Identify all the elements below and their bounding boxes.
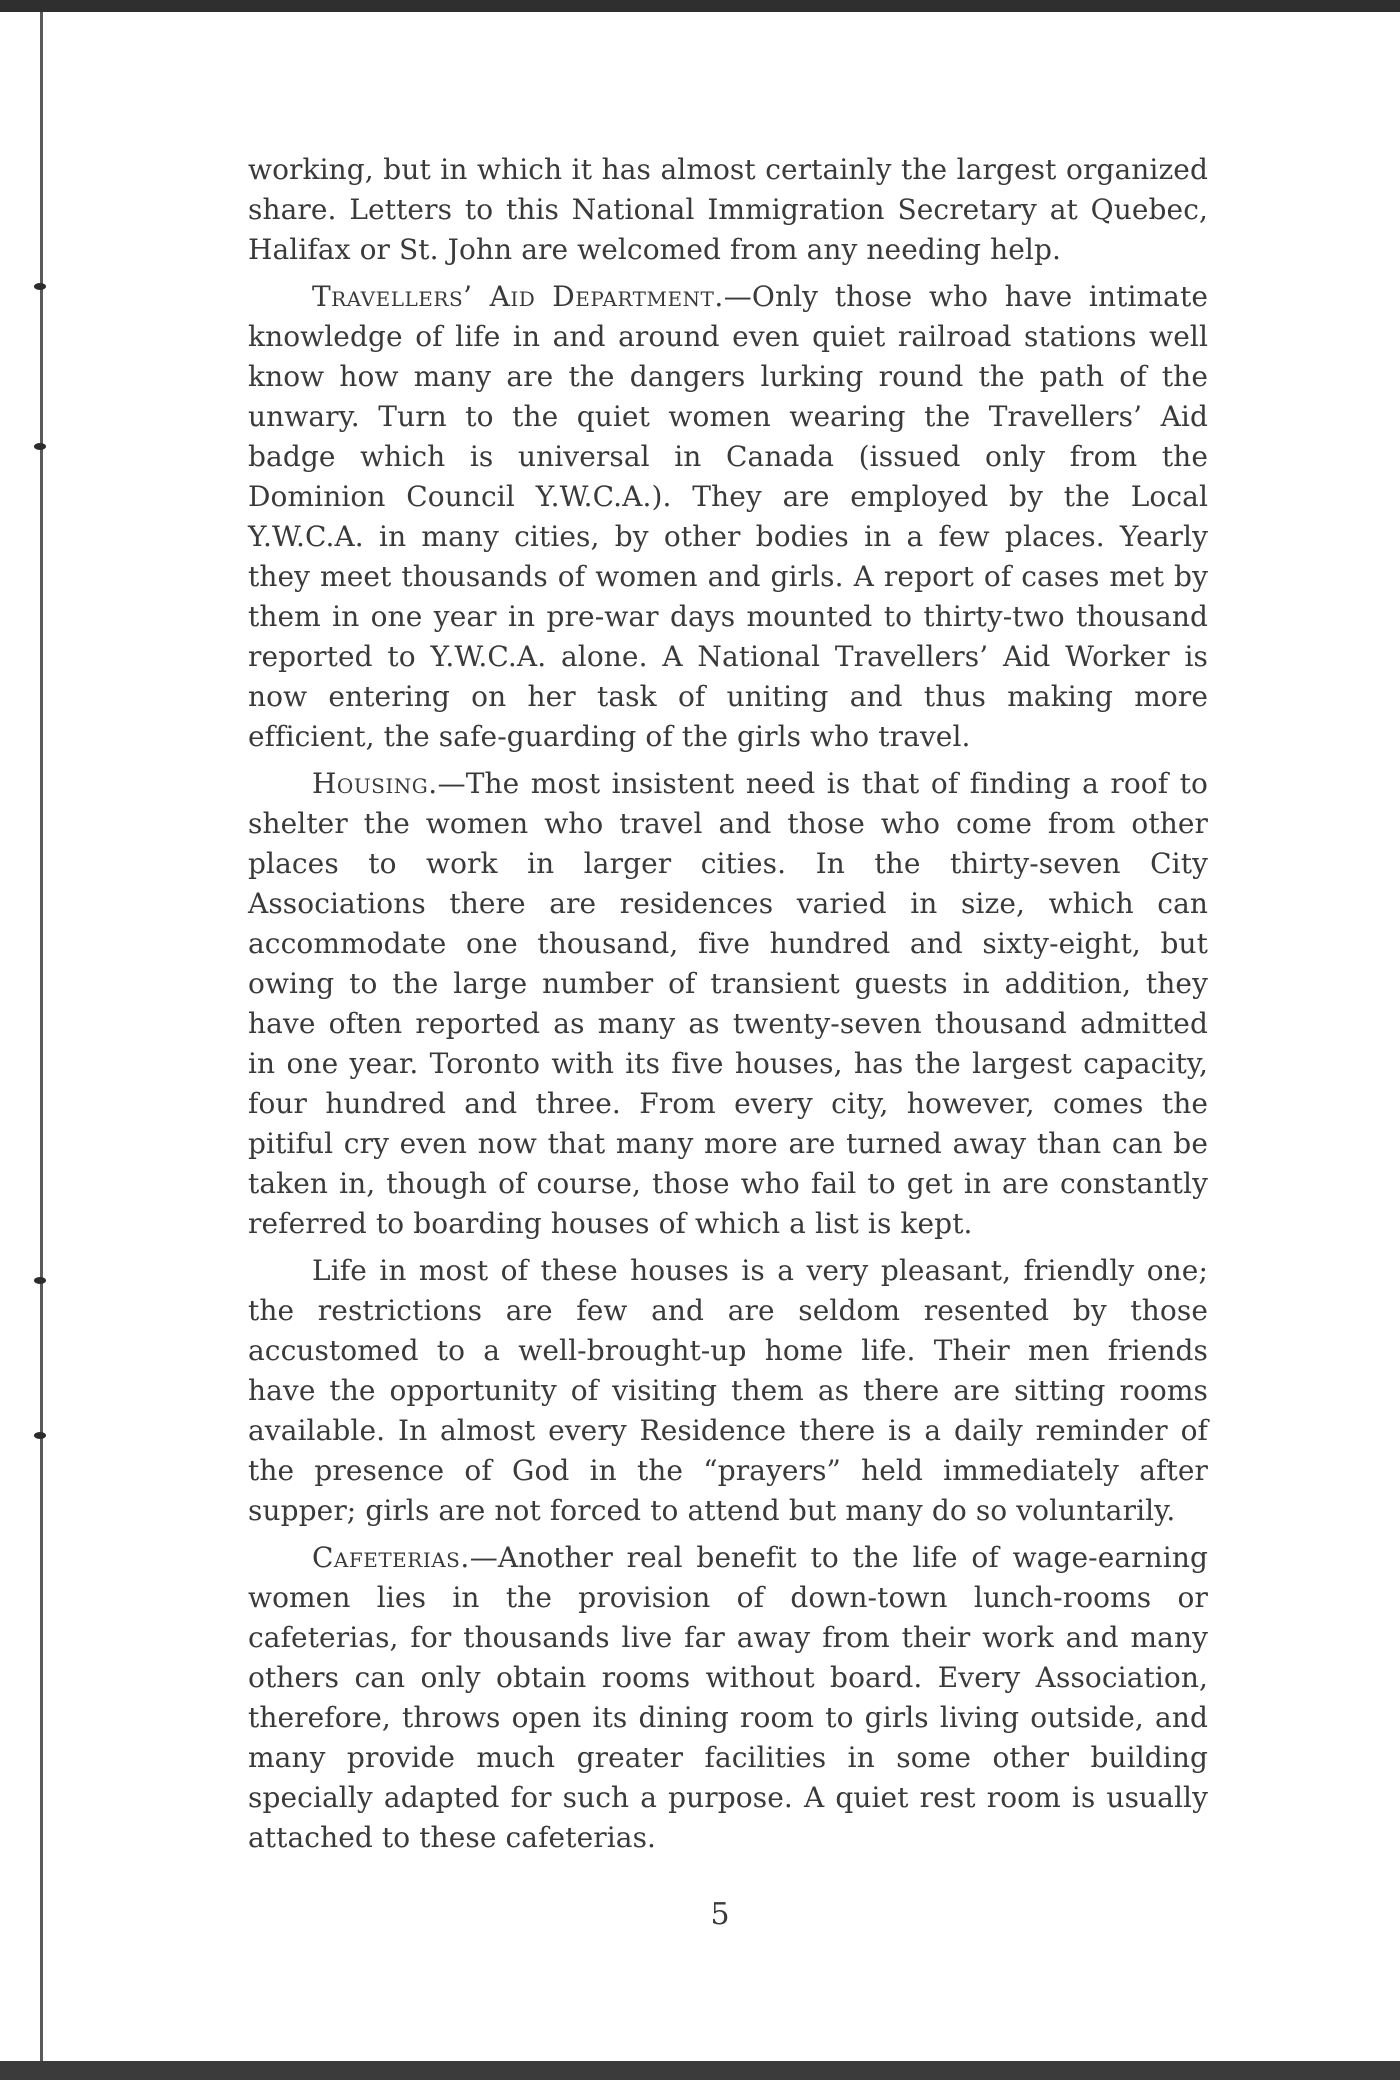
section-heading: Travellers’ Aid Department.: [312, 280, 724, 313]
paragraph-text: working, but in which it has almost certainly the largest organized share. Letters to this National Immigration Secretary at Quebec, Halifax or St. John are welcomed from any needing help.: [248, 153, 1208, 266]
paragraph-text: —Only those who have intimate knowledge of life in and around even quiet railroad stations well know how many are the dangers lurking round the path of the unwary. Turn to the quiet women wearing the Travellers’ Aid badge which is universal in Canada (issued only from the Dominion Council Y.W.C.A.). They are employed by the Local Y.W.C.A. in many cities, by other bodies in a few places. Yearly they meet thousands of women and girls. A report of cases met by them in one year in pre-war days mounted to thirty-two thousand reported to Y.W.C.A. alone. A National Travellers’ Aid Worker is now entering on her task of uniting and thus making more efficient, the safe-guarding of the girls who travel.: [248, 280, 1208, 753]
paragraph-travellers-aid: [248, 277, 1208, 757]
binding-stitch-mark: [34, 1432, 46, 1439]
binding-stitch-mark: [34, 283, 46, 290]
paragraph-residence-life: [248, 1251, 1208, 1531]
paragraph-text: Life in most of these houses is a very pleasant, friendly one; the restrictions are few and are seldom resented by those accustomed to a well-brought-up home life. Their men friends have the opportunity of visiting them as there are sitting rooms available. In almost every Residence there is a daily reminder of the presence of God in the “prayers” held immediately after supper; girls are not forced to attend but many do so voluntarily.: [248, 1254, 1208, 1527]
scan-top-edge: [0, 0, 1400, 12]
paragraph-continuation: [248, 150, 1208, 270]
paragraph-cafeterias: [248, 1538, 1208, 1858]
scan-bottom-edge: [0, 2061, 1400, 2080]
paragraph-housing: [248, 764, 1208, 1244]
page-body: [248, 150, 1208, 1865]
binding-stitch-mark: [34, 443, 46, 450]
page-number: 5: [710, 1897, 730, 1932]
section-heading: Cafeterias.: [312, 1541, 470, 1574]
binding-stitch-mark: [34, 1277, 46, 1284]
binding-gutter-line: [40, 12, 43, 2062]
paragraph-text: —The most insistent need is that of finding a roof to shelter the women who travel and those who come from other places to work in larger cities. In the thirty-seven City Associations there are residences varied in size, which can accommodate one thousand, five hundred and sixty-eight, but owing to the large number of transient guests in addition, they have often reported as many as twenty-seven thousand admitted in one year. Toronto with its five houses, has the largest capacity, four hundred and three. From every city, however, comes the pitiful cry even now that many more are turned away than can be taken in, though of course, those who fail to get in are constantly referred to boarding houses of which a list is kept.: [248, 767, 1208, 1240]
paragraph-text: —Another real benefit to the life of wage-earning women lies in the provision of down-town lunch-rooms or cafeterias, for thousands live far away from their work and many others can only obtain rooms without board. Every Association, therefore, throws open its dining room to girls living outside, and many provide much greater facilities in some other building specially adapted for such a purpose. A quiet rest room is usually attached to these cafeterias.: [248, 1541, 1208, 1854]
section-heading: Housing.: [312, 767, 438, 800]
